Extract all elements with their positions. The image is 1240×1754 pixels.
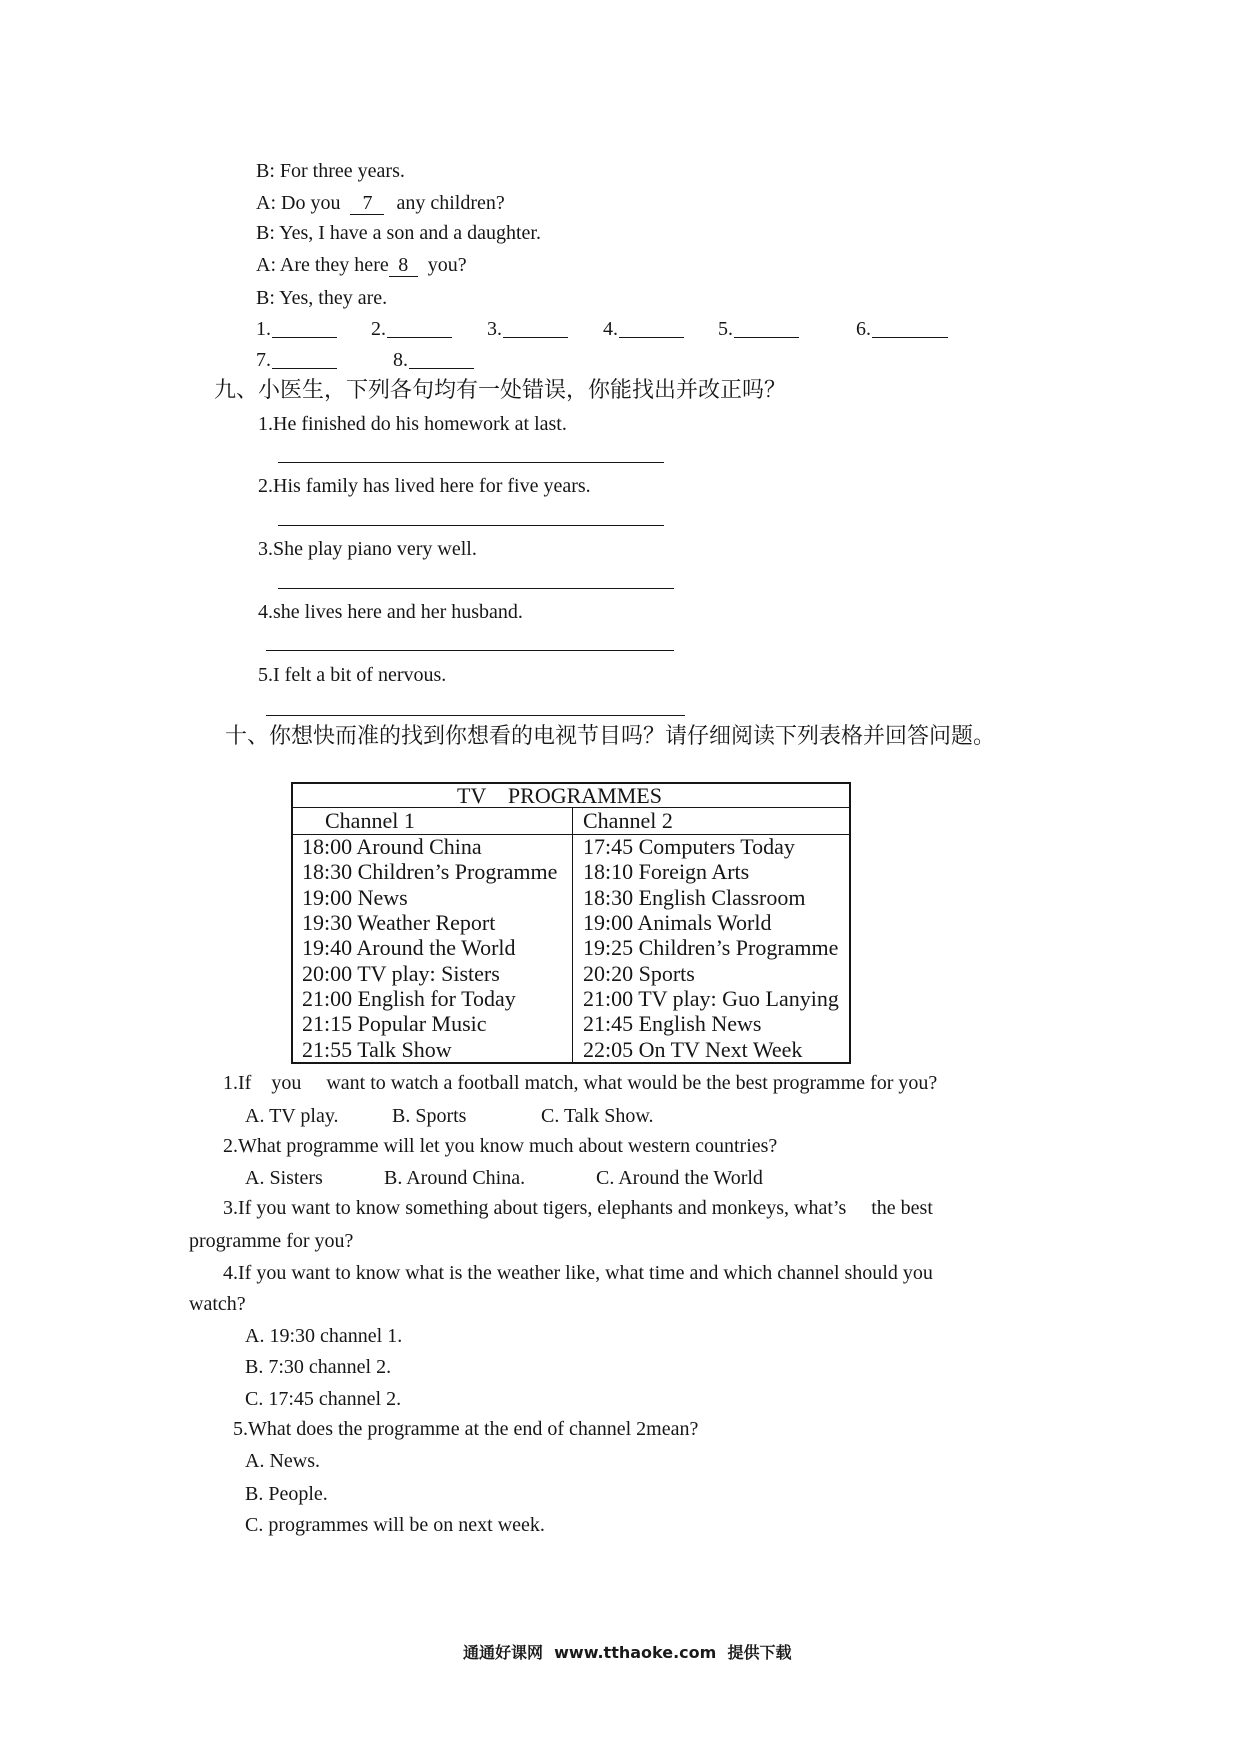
table-cell-channel-1: 21:15 Popular Music (302, 1011, 487, 1036)
answer-slot-label: 6. (856, 318, 871, 340)
answer-slot-blank (872, 324, 948, 338)
question-option: C. Around the World (596, 1167, 763, 1189)
answer-slot-blank (272, 355, 337, 369)
dialogue-line (256, 251, 467, 279)
question-option: B. People. (245, 1483, 328, 1505)
table-cell-channel-1: 21:00 English for Today (302, 986, 516, 1011)
question-option: A. 19:30 channel 1. (245, 1325, 403, 1347)
answer-line (278, 525, 664, 526)
table-cell-channel-2: 22:05 On TV Next Week (583, 1037, 803, 1062)
correction-item: 1.He finished do his homework at last. (258, 413, 567, 435)
table-cell-channel-1: 20:00 TV play: Sisters (302, 961, 500, 986)
answer-slot-blank (734, 324, 799, 338)
answer-line (266, 650, 674, 651)
table-cell-channel-1: 19:40 Around the World (302, 935, 516, 960)
question-option: C. programmes will be on next week. (245, 1514, 545, 1536)
answer-slot-blank (619, 324, 684, 338)
table-column-divider (572, 808, 573, 1062)
answer-slot (603, 315, 684, 343)
answer-line (278, 462, 664, 463)
answer-blank: 8 (389, 254, 418, 277)
table-cell-channel-1: 19:30 Weather Report (302, 910, 496, 935)
question-option: A. News. (245, 1450, 320, 1472)
answer-line (278, 588, 674, 589)
answer-slot-blank (272, 324, 337, 338)
question-option: B. Around China. (384, 1167, 526, 1189)
question-option: B. 7:30 channel 2. (245, 1356, 392, 1378)
question-option: C. 17:45 channel 2. (245, 1388, 402, 1410)
dialogue-line: B: Yes, they are. (256, 287, 388, 309)
dialogue-line: B: For three years. (256, 160, 405, 182)
question: 1.If you want to watch a football match, what would be the best programme for you? (223, 1072, 938, 1094)
question-option: C. Talk Show. (541, 1105, 654, 1127)
answer-slot (487, 315, 568, 343)
answer-slot-label: 2. (371, 318, 386, 340)
dialogue-text: A: Are they here (256, 254, 389, 276)
question-continuation: watch? (189, 1293, 246, 1315)
question: 5.What does the programme at the end of channel 2mean? (233, 1418, 699, 1440)
page-footer: 通通好课网 www.tthaoke.com 提供下载 (463, 1643, 792, 1662)
question-option: A. Sisters (245, 1167, 323, 1189)
answer-slot (856, 315, 948, 343)
table-cell-channel-2: 20:20 Sports (583, 961, 695, 986)
question-continuation: programme for you? (189, 1230, 354, 1252)
dialogue-line (256, 189, 505, 217)
answer-slot (256, 315, 337, 343)
correction-item: 3.She play piano very well. (258, 538, 477, 560)
table-cell-channel-1: 18:00 Around China (302, 834, 482, 859)
answer-slot-blank (387, 324, 452, 338)
answer-slot-label: 5. (718, 318, 733, 340)
table-cell-channel-2: 19:25 Children’s Programme (583, 935, 839, 960)
section-heading: 九、小医生，下列各句均有一处错误，你能找出并改正吗？ (214, 377, 787, 402)
table-header-channel-2: Channel 2 (583, 808, 673, 833)
table-header-channel-1: Channel 1 (325, 808, 415, 833)
question-option: B. Sports (392, 1105, 467, 1127)
answer-slot-blank (503, 324, 568, 338)
answer-slot-label: 1. (256, 318, 271, 340)
table-cell-channel-2: 18:30 English Classroom (583, 885, 806, 910)
answer-slot (256, 346, 337, 374)
dialogue-text: A: Do you (256, 192, 341, 214)
table-cell-channel-2: 21:45 English News (583, 1011, 762, 1036)
tv-programme-table (291, 782, 851, 1064)
answer-slot (371, 315, 452, 343)
answer-line (266, 715, 685, 716)
table-title: TV PROGRAMMES (293, 784, 849, 808)
table-cell-channel-2: 19:00 Animals World (583, 910, 772, 935)
question: 4.If you want to know what is the weather like, what time and which channel should you (223, 1262, 933, 1284)
question-option: A. TV play. (245, 1105, 339, 1127)
question: 2.What programme will let you know much about western countries? (223, 1135, 778, 1157)
section-heading: 十、你想快而准的找到你想看的电视节目吗？请仔细阅读下列表格并回答问题。 (225, 723, 996, 748)
answer-slot (718, 315, 799, 343)
answer-slot-label: 8. (393, 349, 408, 371)
dialogue-line: B: Yes, I have a son and a daughter. (256, 222, 541, 244)
table-cell-channel-2: 18:10 Foreign Arts (583, 859, 750, 884)
answer-slot-blank (409, 355, 474, 369)
answer-blank: 7 (350, 192, 384, 215)
question: 3.If you want to know something about tigers, elephants and monkeys, what’s the best (223, 1197, 933, 1219)
correction-item: 2.His family has lived here for five years. (258, 475, 591, 497)
answer-slot-label: 3. (487, 318, 502, 340)
table-cell-channel-2: 17:45 Computers Today (583, 834, 795, 859)
dialogue-text: you? (427, 254, 467, 276)
table-cell-channel-1: 18:30 Children’s Programme (302, 859, 558, 884)
dialogue-text: any children? (396, 192, 505, 214)
table-cell-channel-1: 19:00 News (302, 885, 408, 910)
answer-slot-label: 7. (256, 349, 271, 371)
answer-slot-label: 4. (603, 318, 618, 340)
table-cell-channel-2: 21:00 TV play: Guo Lanying (583, 986, 839, 1011)
correction-item: 4.she lives here and her husband. (258, 601, 523, 623)
correction-item: 5.I felt a bit of nervous. (258, 664, 447, 686)
table-cell-channel-1: 21:55 Talk Show (302, 1037, 452, 1062)
answer-slot (393, 346, 474, 374)
